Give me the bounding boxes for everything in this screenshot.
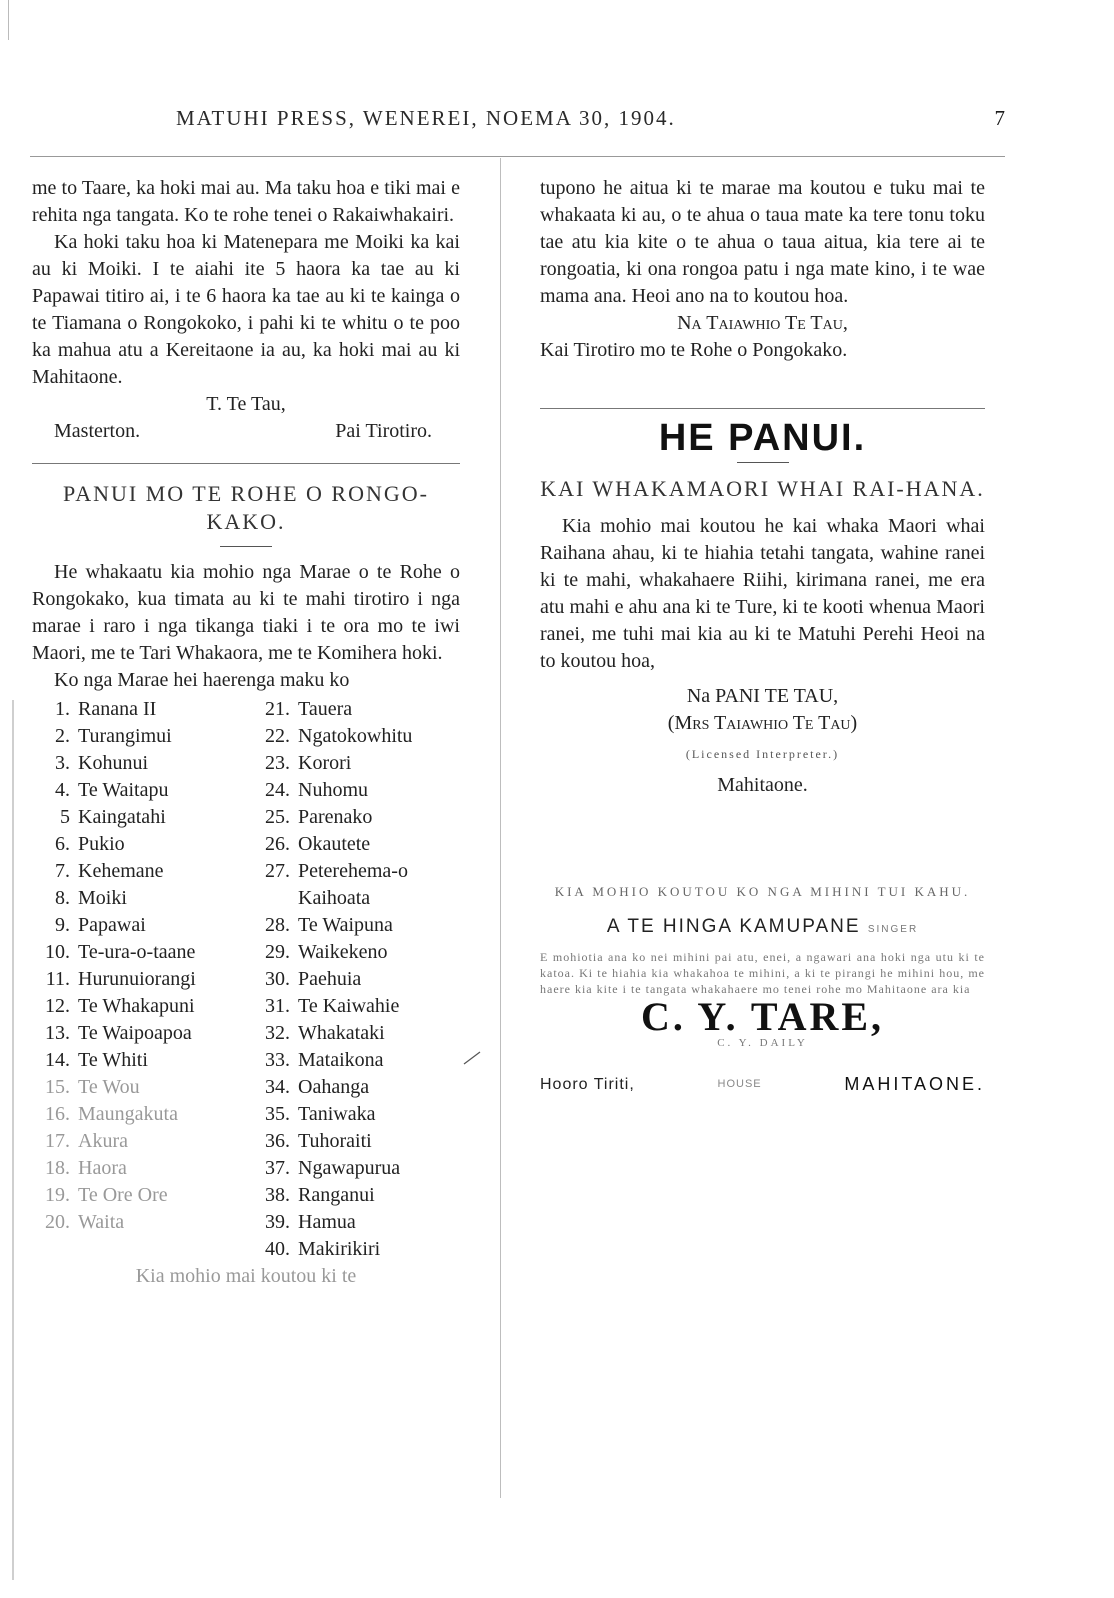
ad-subname: C. Y. DAILY (717, 1037, 808, 1049)
marae-number: 11. (45, 968, 70, 990)
marae-name: Kaingatahi (78, 806, 166, 828)
marae-number: 37. (265, 1157, 290, 1179)
marae-number: 39. (265, 1211, 290, 1233)
notice-body: Kia mohio mai koutou he kai whaka Maori whai Raihana ahau, ki te hiahia tetahi tangata, wahine ranei ki te mahi, whakahaere Riihi, kirimana ranei, me era atu mahi e ahu ana ki te Ture, ki te kooti whenua Maori ranei, me tuhi mai kia au ki te Matuhi Perehi Heoi na to koutou hoa, (540, 515, 985, 672)
marae-name: Korori (298, 752, 352, 774)
marae-name: Tauera (298, 698, 353, 720)
marae-name: Mataikona (298, 1049, 384, 1071)
marae-name: Whakataki (298, 1022, 385, 1044)
marae-name: Akura (78, 1130, 128, 1152)
marae-number: 13. (45, 1022, 70, 1044)
ad-footer (540, 1071, 985, 1098)
marae-name: Ranganui (298, 1184, 375, 1206)
marae-number: 35. (265, 1103, 290, 1125)
marae-name: Turangimui (78, 725, 172, 747)
marae-row (32, 804, 460, 831)
marae-name: Maungakuta (78, 1103, 178, 1125)
marae-number (32, 1236, 78, 1263)
marae-number (250, 885, 298, 912)
page-edge-mark (8, 0, 9, 40)
marae-number: 24. (265, 779, 290, 801)
letter-place: Masterton. (54, 420, 141, 442)
marae-number: 33. (265, 1049, 290, 1071)
marae-name: Te Whakapuni (78, 995, 195, 1017)
column-rule (500, 158, 501, 1498)
marae-intro: Ko nga Marae hei haerenga maku ko (54, 669, 350, 691)
marae-name: Nuhomu (298, 779, 368, 801)
letter-role: Pai Tirotiro. (335, 420, 432, 442)
marae-list (32, 696, 460, 1263)
left-column (32, 175, 460, 1290)
marae-row (32, 858, 460, 885)
marae-number: 28. (265, 914, 290, 936)
marae-name: Pukio (78, 833, 125, 855)
panui-body: He whakaatu kia mohio nga Marae o te Rohe o Rongokako, kua timata au ki te mahi tirotiro i nga marae i raro i nga tikanga tiaki i te ora mo te iwi Maori, me te Tari Whakaora, me te Komihera hoki. (32, 561, 460, 664)
marae-number: 14. (45, 1049, 70, 1071)
marae-row (32, 1209, 460, 1236)
letter2-title: Kai Tirotiro mo te Rohe o Pongokako. (540, 339, 848, 361)
notice-place: Mahitaone. (717, 774, 808, 796)
ad-foot-mid: HOUSE (717, 1078, 762, 1090)
marae-number: 10. (45, 941, 70, 963)
marae-name: Te-ura-o-taane (78, 941, 196, 963)
marae-name: Ngawapurua (298, 1157, 401, 1179)
marae-name: Kehemane (78, 860, 164, 882)
marae-name: Ranana II (78, 698, 157, 720)
marae-number: 5 (60, 806, 70, 828)
short-rule (220, 546, 272, 547)
marae-number: 17. (45, 1130, 70, 1152)
marae-name: Te Waitapu (78, 779, 169, 801)
marae-name: Ngatokowhitu (298, 725, 413, 747)
marae-row (32, 1128, 460, 1155)
marae-number: 40. (265, 1238, 290, 1260)
marae-name: Te Ore Ore (78, 1184, 168, 1206)
ad-foot-location: MAHITAONE. (844, 1074, 985, 1094)
marae-row (32, 993, 460, 1020)
marae-name: Te Waipoapoa (78, 1022, 192, 1044)
notice-licence: (Licensed Interpreter.) (685, 747, 840, 761)
marae-name: Makirikiri (298, 1238, 381, 1260)
page-header (30, 106, 1005, 136)
marae-number: 4. (55, 779, 70, 801)
marae-number: 26. (265, 833, 290, 855)
ad-foot-left: Hooro Tiriti, (540, 1076, 635, 1093)
marae-name (78, 1236, 250, 1263)
pencil-tick-mark (462, 1048, 482, 1068)
marae-name: Moiki (78, 887, 127, 909)
ad-title-text: A TE HINGA KAMUPANE (606, 916, 861, 937)
marae-name: Kohunui (78, 752, 148, 774)
marae-row (32, 939, 460, 966)
section-rule (32, 463, 460, 464)
right-column (540, 175, 985, 1098)
marae-row (32, 777, 460, 804)
marae-row (32, 1236, 460, 1263)
marae-number: 8. (55, 887, 70, 909)
marae-number: 36. (265, 1130, 290, 1152)
marae-name: Okautete (298, 833, 371, 855)
marae-name: Taniwaka (298, 1103, 376, 1125)
section-rule (540, 408, 985, 409)
marae-number: 38. (265, 1184, 290, 1206)
marae-number: 23. (265, 752, 290, 774)
marae-number: 1. (55, 698, 70, 720)
marae-name: Hurunuiorangi (78, 968, 196, 990)
marae-row (32, 885, 460, 912)
page-edge-shadow (12, 700, 14, 1580)
marae-number: 32. (265, 1022, 290, 1044)
marae-number: 9. (55, 914, 70, 936)
marae-number: 12. (45, 995, 70, 1017)
marae-number: 34. (265, 1076, 290, 1098)
marae-row (32, 1182, 460, 1209)
marae-number: 7. (55, 860, 70, 882)
marae-name: Parenako (298, 806, 373, 828)
marae-number: 18. (45, 1157, 70, 1179)
marae-row (32, 1047, 460, 1074)
marae-name: Kaihoata (298, 887, 371, 909)
marae-number: 29. (265, 941, 290, 963)
letter2-signature: Na Taiawhio Te Tau, (677, 312, 848, 334)
marae-number: 20. (45, 1211, 70, 1233)
marae-row (32, 966, 460, 993)
marae-number: 27. (265, 860, 290, 882)
marae-number: 2. (55, 725, 70, 747)
marae-name: Te Waipuna (298, 914, 393, 936)
marae-name: Waikekeno (298, 941, 388, 963)
ad-title-small: SINGER (867, 924, 919, 935)
marae-name: Te Wou (78, 1076, 140, 1098)
ad-name: C. Y. TARE, (640, 994, 885, 1039)
marae-number: 21. (265, 698, 290, 720)
letter-paragraph: Ka hoki taku hoa ki Matenepara me Moiki ka kai au ki Moiki. I te aiahi ite 5 haora ka tae au ki Papawai titiro ai, i te 6 haora ka tae au ki te kainga o te Tiamana o Rongokoko, i pahi ki te whitu o te poo ka mahua atu a Kereitaone ia au, ka hoki mai au ki Mahitaone. (32, 231, 460, 388)
ad-body: E mohiotia ana ko nei mihini pai atu, enei, a ngawari ana hoki nga utu ki te katoa. Ki te hiahia kia whakahoa te mihini, a ki te pirangi he mihini hou, me haere kia kite i te tangata whakahaere mo tenei rohe mo Mahitaone ara kia (540, 950, 985, 996)
letter-paragraph: me to Taare, ka hoki mai au. Ma taku hoa e tiki mai e rehita nga tangata. Ko te rohe tenei o Rakaiwhakairi. (32, 177, 460, 226)
notice-heading: HE PANUI. (658, 417, 867, 459)
marae-name: Te Whiti (78, 1049, 148, 1071)
marae-number: 3. (55, 752, 70, 774)
marae-row (32, 1020, 460, 1047)
marae-name: Tuhoraiti (298, 1130, 372, 1152)
short-rule (737, 462, 789, 463)
marae-number: 15. (45, 1076, 70, 1098)
marae-row (32, 696, 460, 723)
marae-row (32, 1155, 460, 1182)
marae-name: Paehuia (298, 968, 362, 990)
ad-title (540, 913, 985, 943)
marae-row (32, 1101, 460, 1128)
ad-heading: KIA MOHIO KOUTOU KO NGA MIHINI TUI KAHU. (554, 884, 971, 899)
panui-trailing: Kia mohio mai koutou ki te (135, 1265, 357, 1287)
marae-row (32, 1074, 460, 1101)
header-title: MATUHI PRESS, WENEREI, NOEMA 30, 1904. (176, 106, 676, 130)
marae-row (32, 723, 460, 750)
marae-number: 19. (45, 1184, 70, 1206)
marae-name: Papawai (78, 914, 146, 936)
marae-name: Waita (78, 1211, 125, 1233)
marae-number: 31. (265, 995, 290, 1017)
marae-name: Haora (78, 1157, 127, 1179)
marae-name: Hamua (298, 1211, 356, 1233)
marae-name: Peterehema-o (298, 860, 408, 882)
spacer (540, 799, 985, 883)
marae-row (32, 750, 460, 777)
marae-row (32, 912, 460, 939)
panui-heading: PANUI MO TE ROHE O RONGO-KAKO. (63, 481, 429, 534)
marae-number: 30. (265, 968, 290, 990)
notice-alias: (Mrs Taiawhio Te Tau) (667, 712, 858, 734)
marae-number: 22. (265, 725, 290, 747)
marae-name: Oahanga (298, 1076, 370, 1098)
letter-sign-line (32, 418, 460, 445)
notice-signature: Na PANI TE TAU, (686, 685, 839, 707)
page-number: 7 (994, 106, 1005, 130)
notice-subheading: KAI WHAKAMAORI WHAI RAI-HANA. (540, 476, 985, 501)
marae-number: 25. (265, 806, 290, 828)
marae-row (32, 831, 460, 858)
letter-signature: T. Te Tau, (206, 393, 286, 415)
letter2-body: tupono he aitua ki te marae ma koutou e tuku mai te whakaata ki au, o te ahua o taua mate ka tere tonu toku tae atu kia kite o te ahua o taua aitua, kia tere ai te rongoatia, ki ona rongoa patu i nga mate kino, i te wae mama ana. Heoi ano na to koutou hoa. (540, 177, 985, 307)
marae-name: Te Kaiwahie (298, 995, 400, 1017)
marae-number: 6. (55, 833, 70, 855)
marae-number: 16. (45, 1103, 70, 1125)
header-rule (30, 156, 1005, 157)
